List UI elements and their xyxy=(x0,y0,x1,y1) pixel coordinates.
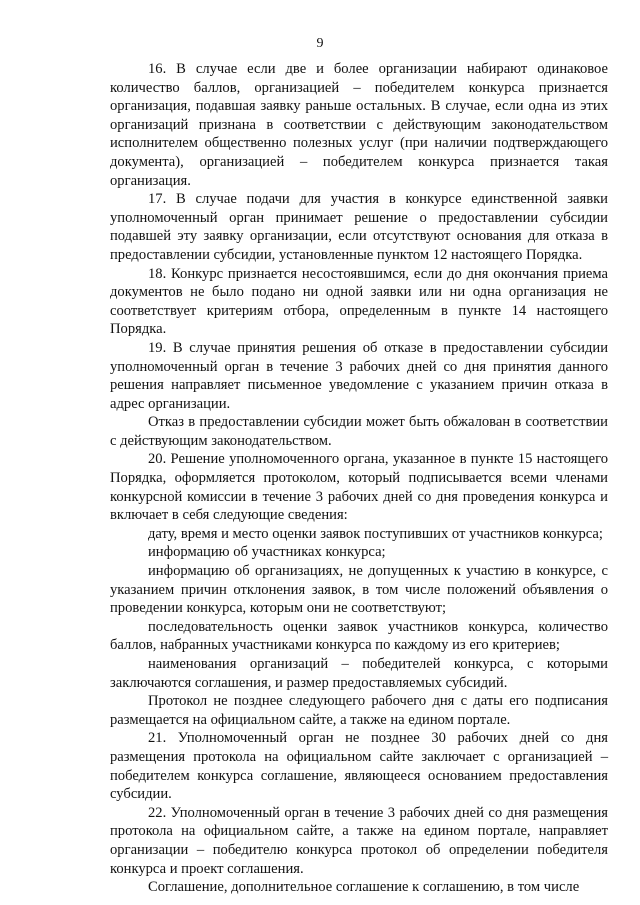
paragraph-22: 22. Уполномоченный орган в течение 3 рабочих дней со дня размещения протокола на официальном сайте, а также на едином портале, направляет организации – победителю конкурса протокол об определении победителя конкурса и проект соглашения. xyxy=(110,804,608,877)
document-body xyxy=(110,60,608,897)
paragraph-18: 18. Конкурс признается несостоявшимся, если до дня окончания приема документов не было подано ни одной заявки или ни одна организация не соответствует критериям отбора, определенным в пункте 14 настоящего Порядка. xyxy=(110,265,608,338)
page-number: 9 xyxy=(316,36,324,51)
list-item-participants: информацию об участниках конкурса; xyxy=(148,544,386,561)
paragraph-21: 21. Уполномоченный орган не позднее 30 рабочих дней со дня размещения протокола на официальном сайте заключает с организацией – победителем конкурса соглашение, являющееся основанием предоставления субсидии. xyxy=(110,730,608,803)
paragraph-17: 17. В случае подачи для участия в конкурсе единственной заявки уполномоченный орган принимает решение о предоставлении субсидии подавшей эту заявку организации, если отсутствуют основания для отказа в предоставлении субсидии, установленные пунктом 12 настоящего Порядка. xyxy=(110,191,608,263)
list-item-evaluation: последовательность оценки заявок участников конкурса, количество баллов, набранных участниками конкурса по каждому из его критериев; xyxy=(110,618,608,654)
list-item-winners: наименования организаций – победителей конкурса, с которыми заключаются соглашения, и размер предоставляемых субсидий. xyxy=(110,656,608,691)
list-item-rejected: информацию об организациях, не допущенных к участию в конкурсе, с указанием причин отклонения заявок, в том числе положений объявления о проведении конкурса, которым они не соответствуют; xyxy=(110,563,608,617)
paragraph-20: 20. Решение уполномоченного органа, указанное в пункте 15 настоящего Порядка, оформляется протоколом, который подписывается всеми членами конкурсной комиссии в течение 3 рабочих дней со дня проведения конкурса и включает в себя следующие сведения: xyxy=(110,451,608,524)
paragraph-16: 16. В случае если две и более организации набирают одинаковое количество баллов, организацией – победителем конкурса признается организация, подавшая заявку раньше остальных. В случае, если одна из этих организаций признана в соответствии с действующим законодательством исполнителем общественно полезных услуг (при наличии подтверждающего документа), организацией – победителем конкурса признается такая организация. xyxy=(110,61,608,189)
paragraph-protocol-publication: Протокол не позднее следующего рабочего дня с даты его подписания размещается на официальном сайте, а также на едином портале. xyxy=(110,693,608,728)
paragraph-19: 19. В случае принятия решения об отказе в предоставлении субсидии уполномоченный орган в течение 3 рабочих дней со дня принятия данного решения направляет письменное уведомление с указанием причин отказа в адрес организации. xyxy=(110,339,608,412)
paragraph-appeal: Отказ в предоставлении субсидии может быть обжалован в соответствии с действующим законодательством. xyxy=(110,414,608,449)
list-item-date-time: дату, время и место оценки заявок поступивших от участников конкурса; xyxy=(148,525,603,542)
paragraph-agreement: Соглашение, дополнительное соглашение к соглашению, в том числе xyxy=(148,879,580,896)
